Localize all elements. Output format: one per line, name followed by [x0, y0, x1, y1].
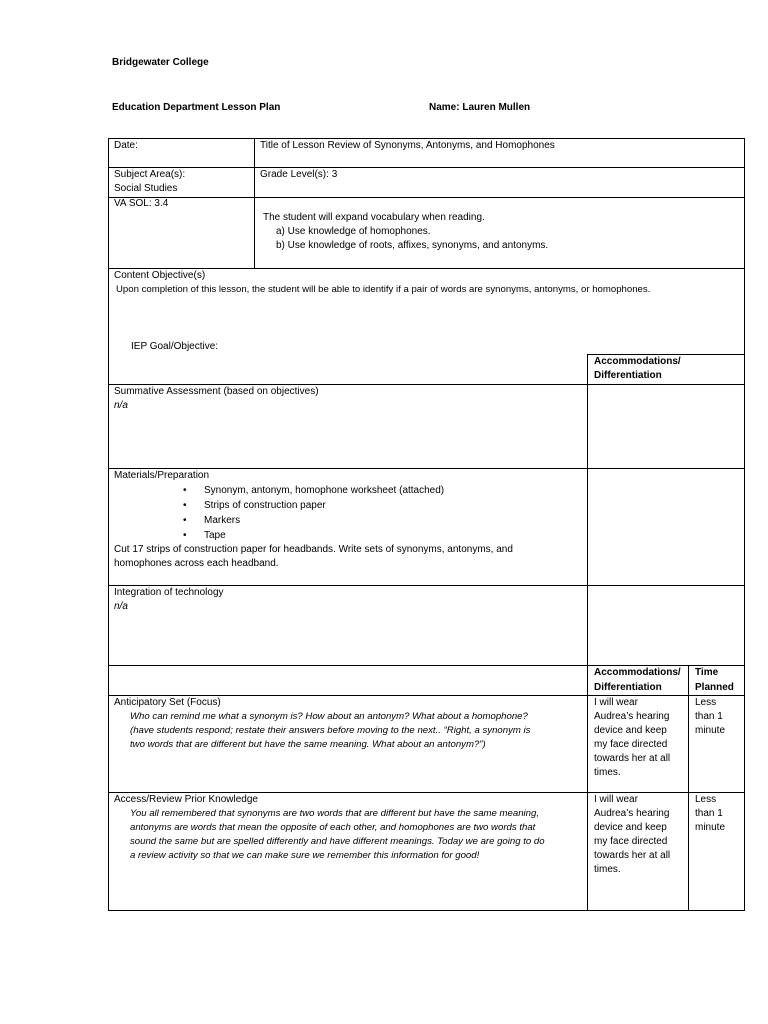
- technology-label: Integration of technology: [114, 587, 224, 598]
- access-line: antonyms are words that mean the opposite of each other, and homophones are two words that: [130, 822, 536, 833]
- bullet: •: [183, 485, 187, 496]
- time-text: Less: [695, 697, 717, 708]
- accommodation-text: Audrea’s hearing: [594, 711, 670, 722]
- accommodation-text: times.: [594, 767, 621, 778]
- rule: [587, 354, 588, 911]
- rule: [108, 197, 745, 198]
- summative-label: Summative Assessment (based on objectives): [114, 386, 319, 397]
- sol-line: b) Use knowledge of roots, affixes, synonyms, and antonyms.: [276, 240, 549, 251]
- date-label: Date:: [114, 140, 138, 151]
- accommodation-text: my face directed: [594, 836, 668, 847]
- accommodations-header: Differentiation: [594, 370, 662, 381]
- rule: [108, 167, 745, 168]
- anticipatory-line: two words that are different but have the same meaning. What about an antonym?”): [130, 739, 486, 750]
- materials-note: homophones across each headband.: [114, 558, 279, 569]
- sol-line: a) Use knowledge of homophones.: [276, 226, 431, 237]
- time-text: than 1: [695, 711, 723, 722]
- materials-item: Synonym, antonym, homophone worksheet (attached): [204, 485, 445, 496]
- anticipatory-line: (have students respond; restate their answers before moving to the next.. “Right, a synonym is: [130, 725, 531, 736]
- time-header: Time: [695, 667, 719, 678]
- materials-item: Tape: [204, 530, 226, 541]
- rule: [688, 665, 689, 911]
- sol-line: The student will expand vocabulary when reading.: [263, 212, 485, 223]
- content-objective: Upon completion of this lesson, the student will be able to identify if a pair of words are synonyms, antonyms, or homophones.: [116, 284, 651, 295]
- lesson-title: Title of Lesson Review of Synonyms, Antonyms, and Homophones: [260, 140, 555, 151]
- time-text: Less: [695, 794, 717, 805]
- time-text: minute: [695, 725, 726, 736]
- accommodations-header: Accommodations/: [594, 667, 681, 678]
- accommodation-text: device and keep: [594, 822, 667, 833]
- materials-item: Markers: [204, 515, 241, 526]
- bullet: •: [183, 515, 187, 526]
- access-line: sound the same but are spelled differently and have different meanings. Today we are going to do: [130, 836, 545, 847]
- access-line: You all remembered that synonyms are two words that are different but have the same meaning,: [130, 808, 540, 819]
- accommodations-header: Differentiation: [594, 682, 662, 693]
- bullet: •: [183, 500, 187, 511]
- time-text: than 1: [695, 808, 723, 819]
- subject-label: Subject Area(s):: [114, 169, 186, 180]
- accommodation-text: I will wear: [594, 794, 638, 805]
- iep-label: IEP Goal/Objective:: [131, 341, 219, 352]
- materials-item: Strips of construction paper: [204, 500, 326, 511]
- access-line: a review activity so that we can make sure we remember this information for good!: [130, 850, 480, 861]
- access-label: Access/Review Prior Knowledge: [114, 794, 258, 805]
- rule: [254, 138, 255, 269]
- accommodations-header: Accommodations/: [594, 356, 681, 367]
- summative-value: n/a: [114, 400, 128, 411]
- grade-level: Grade Level(s): 3: [260, 169, 338, 180]
- accommodation-text: my face directed: [594, 739, 668, 750]
- anticipatory-line: Who can remind me what a synonym is? How about an antonym? What about a homophone?: [130, 711, 528, 722]
- teacher-name: Name: Lauren Mullen: [429, 102, 531, 113]
- va-sol: VA SOL: 3.4: [114, 198, 169, 209]
- time-header: Planned: [695, 682, 734, 693]
- materials-label: Materials/Preparation: [114, 470, 210, 481]
- accommodation-text: I will wear: [594, 697, 638, 708]
- technology-value: n/a: [114, 601, 128, 612]
- subject-value: Social Studies: [114, 183, 178, 194]
- bullet: •: [183, 530, 187, 541]
- college-name: Bridgewater College: [112, 57, 209, 68]
- accommodation-text: device and keep: [594, 725, 667, 736]
- accommodation-text: Audrea’s hearing: [594, 808, 670, 819]
- document-title: Education Department Lesson Plan: [112, 102, 281, 113]
- time-text: minute: [695, 822, 726, 833]
- accommodation-text: times.: [594, 864, 621, 875]
- anticipatory-label: Anticipatory Set (Focus): [114, 697, 221, 708]
- materials-note: Cut 17 strips of construction paper for headbands. Write sets of synonyms, antonyms, and: [114, 544, 513, 555]
- accommodation-text: towards her at all: [594, 753, 671, 764]
- accommodation-text: towards her at all: [594, 850, 671, 861]
- content-objective-label: Content Objective(s): [114, 270, 206, 281]
